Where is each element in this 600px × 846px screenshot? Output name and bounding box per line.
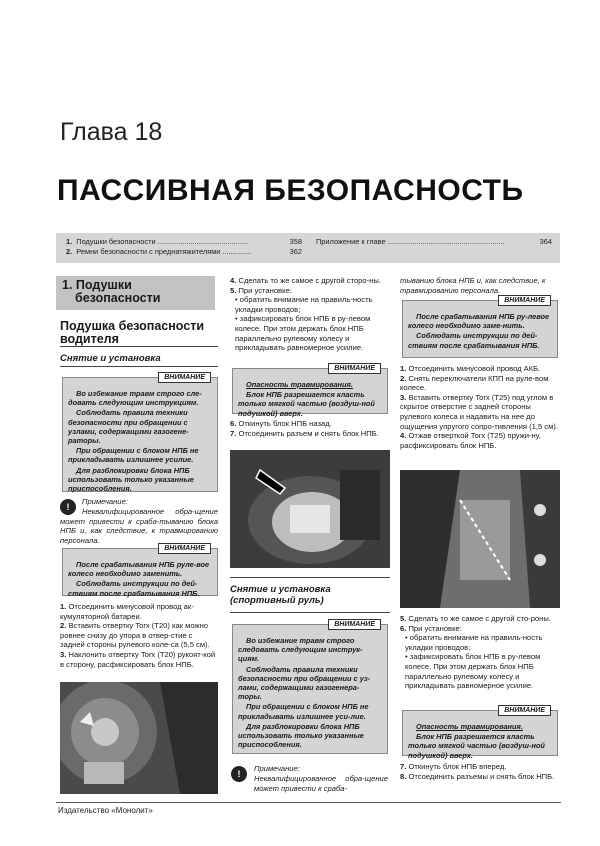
step-number: 5. [230, 285, 237, 295]
step-number: 3. [400, 392, 407, 402]
section-heading [56, 276, 215, 310]
section-title: Подушки [75, 278, 132, 292]
step-text: Отсоединить минусовой провод АКБ. [408, 364, 541, 373]
step-text: При установке: [238, 285, 292, 295]
note-text: Неквалифицированное обра-щение может привести к сраба-тыванию блока НПБ и, как следствие, к травмированию персонала. [60, 507, 218, 545]
procedure-title [230, 584, 390, 606]
warning-box [402, 297, 558, 358]
toc-label: Ремни безопасности с преднатяжителями .............. [76, 247, 252, 256]
step-number: 6. [400, 623, 407, 633]
page-title: ПАССИВНАЯ БЕЗОПАСНОСТЬ [57, 174, 524, 207]
step-number: 2. [400, 373, 407, 383]
step-item [400, 393, 560, 431]
step-number: 4. [230, 276, 237, 285]
bullet-text: зафиксировать блок НПБ в ру-левом колесе. При этом держать блок НПБ параллельно рулевому колесу и прикладывать равномерное усилие. [405, 652, 541, 691]
warning-box [62, 545, 218, 598]
divider [60, 366, 218, 367]
warning-badge: ВНИМАНИЕ [498, 705, 551, 716]
divider [230, 577, 390, 578]
bullet-item: • зафиксировать блок НПБ в ру-левом колесе. При этом держать блок НПБ параллельно рулевому колесу и прикладывать равномерное усилие. [405, 652, 541, 691]
warning-text: После срабатывания НПБ ру-левое колесо необходимо заме-нить. [408, 312, 550, 331]
step-text: Отсоединить разъем и снять блок НПБ. [238, 428, 379, 438]
step-text: Отжав отверткой Torx (T25) пружи-ну, расфиксировать блок НПБ. [400, 431, 541, 450]
warning-text: Соблюдать инструкции по дей-ствиям после срабатывания НПБ. [68, 579, 200, 598]
toc-num: 1. [66, 237, 73, 246]
section-number: 1. [62, 278, 73, 292]
warning-text: Соблюдать правила техники безопасности при обращении с уз-лами, содержащими газогенера-торы. [238, 664, 371, 702]
step-text: Вставить отвертку Torx (T25) под углом в скрытое отверстие с задней стороны рулевого колеса и надавить на нее до ощущения упругого сопро-тивления (1,5 см). [400, 392, 558, 431]
steps-list [60, 602, 218, 669]
subsection-title [60, 320, 220, 346]
bullet-item: • обратить внимание на правиль-ность укладки проводов; [235, 295, 373, 314]
note-label: Примечание: [254, 764, 300, 773]
step-item [400, 431, 560, 450]
toc-label: Подушки безопасности ............................................ [76, 237, 249, 246]
steps-list [400, 614, 560, 691]
toc-page: 364 [539, 237, 552, 246]
toc-page: 362 [289, 247, 302, 256]
step-item [400, 364, 560, 374]
subsection-title-line1: Подушка безопасности [60, 319, 205, 333]
procedure-title-line2: (спортивный руль) [230, 595, 324, 606]
warning-text: Во избежание травм строго сле-довать следующим инструкциям. [68, 389, 202, 408]
toc-label: Приложение к главе ......................................................... [316, 237, 505, 246]
warning-badge: ВНИМАНИЕ [328, 363, 381, 374]
steps-list [400, 762, 560, 781]
step-number: 3. [60, 649, 67, 659]
warning-text: Во избежание травм строго следовать следующим инструк-циям. [238, 636, 363, 664]
step-item [400, 624, 560, 634]
danger-box [232, 365, 388, 418]
warning-text: Для разблокировки блока НПБ использовать только указанные приспособления. [238, 721, 364, 750]
step-item [60, 621, 218, 650]
steps-list [400, 364, 560, 450]
steering-wheel-photo [60, 682, 218, 794]
steering-wheel-rear-image [400, 470, 560, 608]
info-icon: ! [231, 766, 247, 782]
section-title-line2: безопасности [75, 291, 161, 305]
step-text: Сделать то же самое с другой сто-роны. [408, 614, 551, 623]
danger-text: Блок НПБ разрешается класть только мягкой частью (воздуш-ной подушкой) вверх. [238, 390, 375, 418]
warning-text: При обращении с блоком НПБ не прикладывать излишнее усилие. [68, 446, 199, 465]
step-text: При установке: [408, 623, 462, 633]
bullet-item: • обратить внимание на правиль-ность укладки проводов; [405, 633, 543, 652]
footer-rule [56, 802, 561, 803]
steps-list [230, 276, 390, 353]
procedure-title: Снятие и установка [60, 353, 161, 364]
warning-text: Соблюдать инструкции по дей-ствиям после срабатывания НПБ. [408, 331, 540, 350]
step-number: 2. [60, 621, 67, 631]
airbag-module-photo [230, 450, 390, 568]
warning-badge: ВНИМАНИЕ [158, 372, 211, 383]
step-text: Наклонить отвертку Torx (T20) рукоят-кой в сторону, расфиксировать блок НПБ. [60, 649, 216, 669]
step-item [60, 650, 218, 669]
divider [230, 612, 390, 613]
step-text: Отсоединить разъемы и снять блок НПБ. [408, 771, 555, 781]
note-text: Неквалифицированное обра-щение может привести к сраба- [254, 774, 388, 793]
airbag-module-image [230, 450, 390, 568]
note-continuation: тыванию блока НПБ и, как следствие, к травмированию персонала. [400, 276, 546, 295]
bullet-text: зафиксировать блок НПБ в ру-левом колесе. При этом держать блок НПБ параллельно рулевому колесу и прикладывать равномерное усилие. [235, 314, 371, 353]
step-text: Откинуть блок НПБ назад. [238, 419, 332, 428]
chapter-number: Глава 18 [60, 118, 163, 146]
publisher-footer: Издательство «Монолит» [58, 806, 153, 815]
step-text: Вставить отвертку Torx (T20) как можно ровнее снизу до упора в отвер-стие с задней стороны рулевого коле-са (5,5 см). [60, 621, 210, 650]
step-text: Снять переключатели КПП на руле-вом колесе. [400, 373, 549, 393]
subsection-title-line2: водителя [60, 332, 119, 346]
warning-text: Для разблокировки блока НПБ использовать только указанные приспособления. [68, 465, 194, 494]
step-number: 8. [400, 771, 407, 781]
toc-num: 2. [66, 247, 73, 256]
danger-box [402, 707, 558, 760]
danger-title: Опасность травмирования. [416, 722, 523, 731]
step-text: Откинуть блок НПБ вперед. [408, 762, 507, 771]
steering-wheel-image [60, 682, 218, 794]
warning-text: После срабатывания НПБ руле-вое колесо необходимо заменить. [68, 560, 210, 579]
step-number: 6. [230, 419, 237, 428]
step-item [400, 772, 560, 782]
step-item [230, 419, 390, 429]
step-text: Сделать то же самое с другой сторо-ны. [238, 276, 381, 285]
warning-badge: ВНИМАНИЕ [158, 543, 211, 554]
warning-badge: ВНИМАНИЕ [498, 295, 551, 306]
steering-wheel-rear-photo [400, 470, 560, 608]
step-number: 7. [230, 428, 237, 438]
step-item [230, 429, 390, 439]
toc-item[interactable] [316, 237, 552, 247]
bullet-text: обратить внимание на правиль-ность укладки проводов; [235, 295, 373, 314]
step-number: 1. [400, 364, 407, 373]
bullet-text: обратить внимание на правиль-ность укладки проводов; [405, 633, 543, 652]
step-number: 5. [400, 614, 407, 623]
divider [60, 346, 218, 347]
step-item [400, 762, 560, 772]
steps-list [230, 419, 390, 438]
step-number: 1. [60, 602, 67, 611]
step-number: 4. [400, 431, 407, 441]
note-label: Примечание: [82, 497, 128, 506]
procedure-title-line1: Снятие и установка [230, 584, 331, 595]
warning-badge: ВНИМАНИЕ [328, 619, 381, 630]
bullet-item: • зафиксировать блок НПБ в ру-левом колесе. При этом держать блок НПБ параллельно рулевому колесу и прикладывать равномерное усилие. [235, 314, 371, 353]
toc-left [66, 237, 302, 257]
step-text: Отсоединить минусовой провод ак-кумуляторной батареи. [60, 602, 194, 621]
danger-text: Блок НПБ разрешается класть только мягкой частью (воздуш-ной подушкой) вверх. [408, 732, 545, 760]
step-item [60, 602, 218, 621]
step-item [230, 286, 390, 296]
step-number: 7. [400, 762, 407, 771]
info-icon: ! [60, 499, 76, 515]
toc-right [316, 237, 552, 247]
toc-item[interactable] [66, 237, 302, 247]
toc-page: 358 [289, 237, 302, 246]
danger-title: Опасность травмирования. [246, 380, 353, 389]
toc-item[interactable] [66, 247, 302, 257]
step-item [400, 374, 560, 393]
step-item [400, 614, 560, 624]
warning-box [232, 621, 388, 754]
warning-text: Соблюдать правила техники безопасности при обращении с узлами, содержащими газогене-раторы. [68, 408, 189, 446]
warning-box [62, 374, 218, 494]
warning-text: При обращении с блоком НПБ не прикладывать излишнее уси-лие. [238, 702, 369, 721]
step-item [230, 276, 390, 286]
